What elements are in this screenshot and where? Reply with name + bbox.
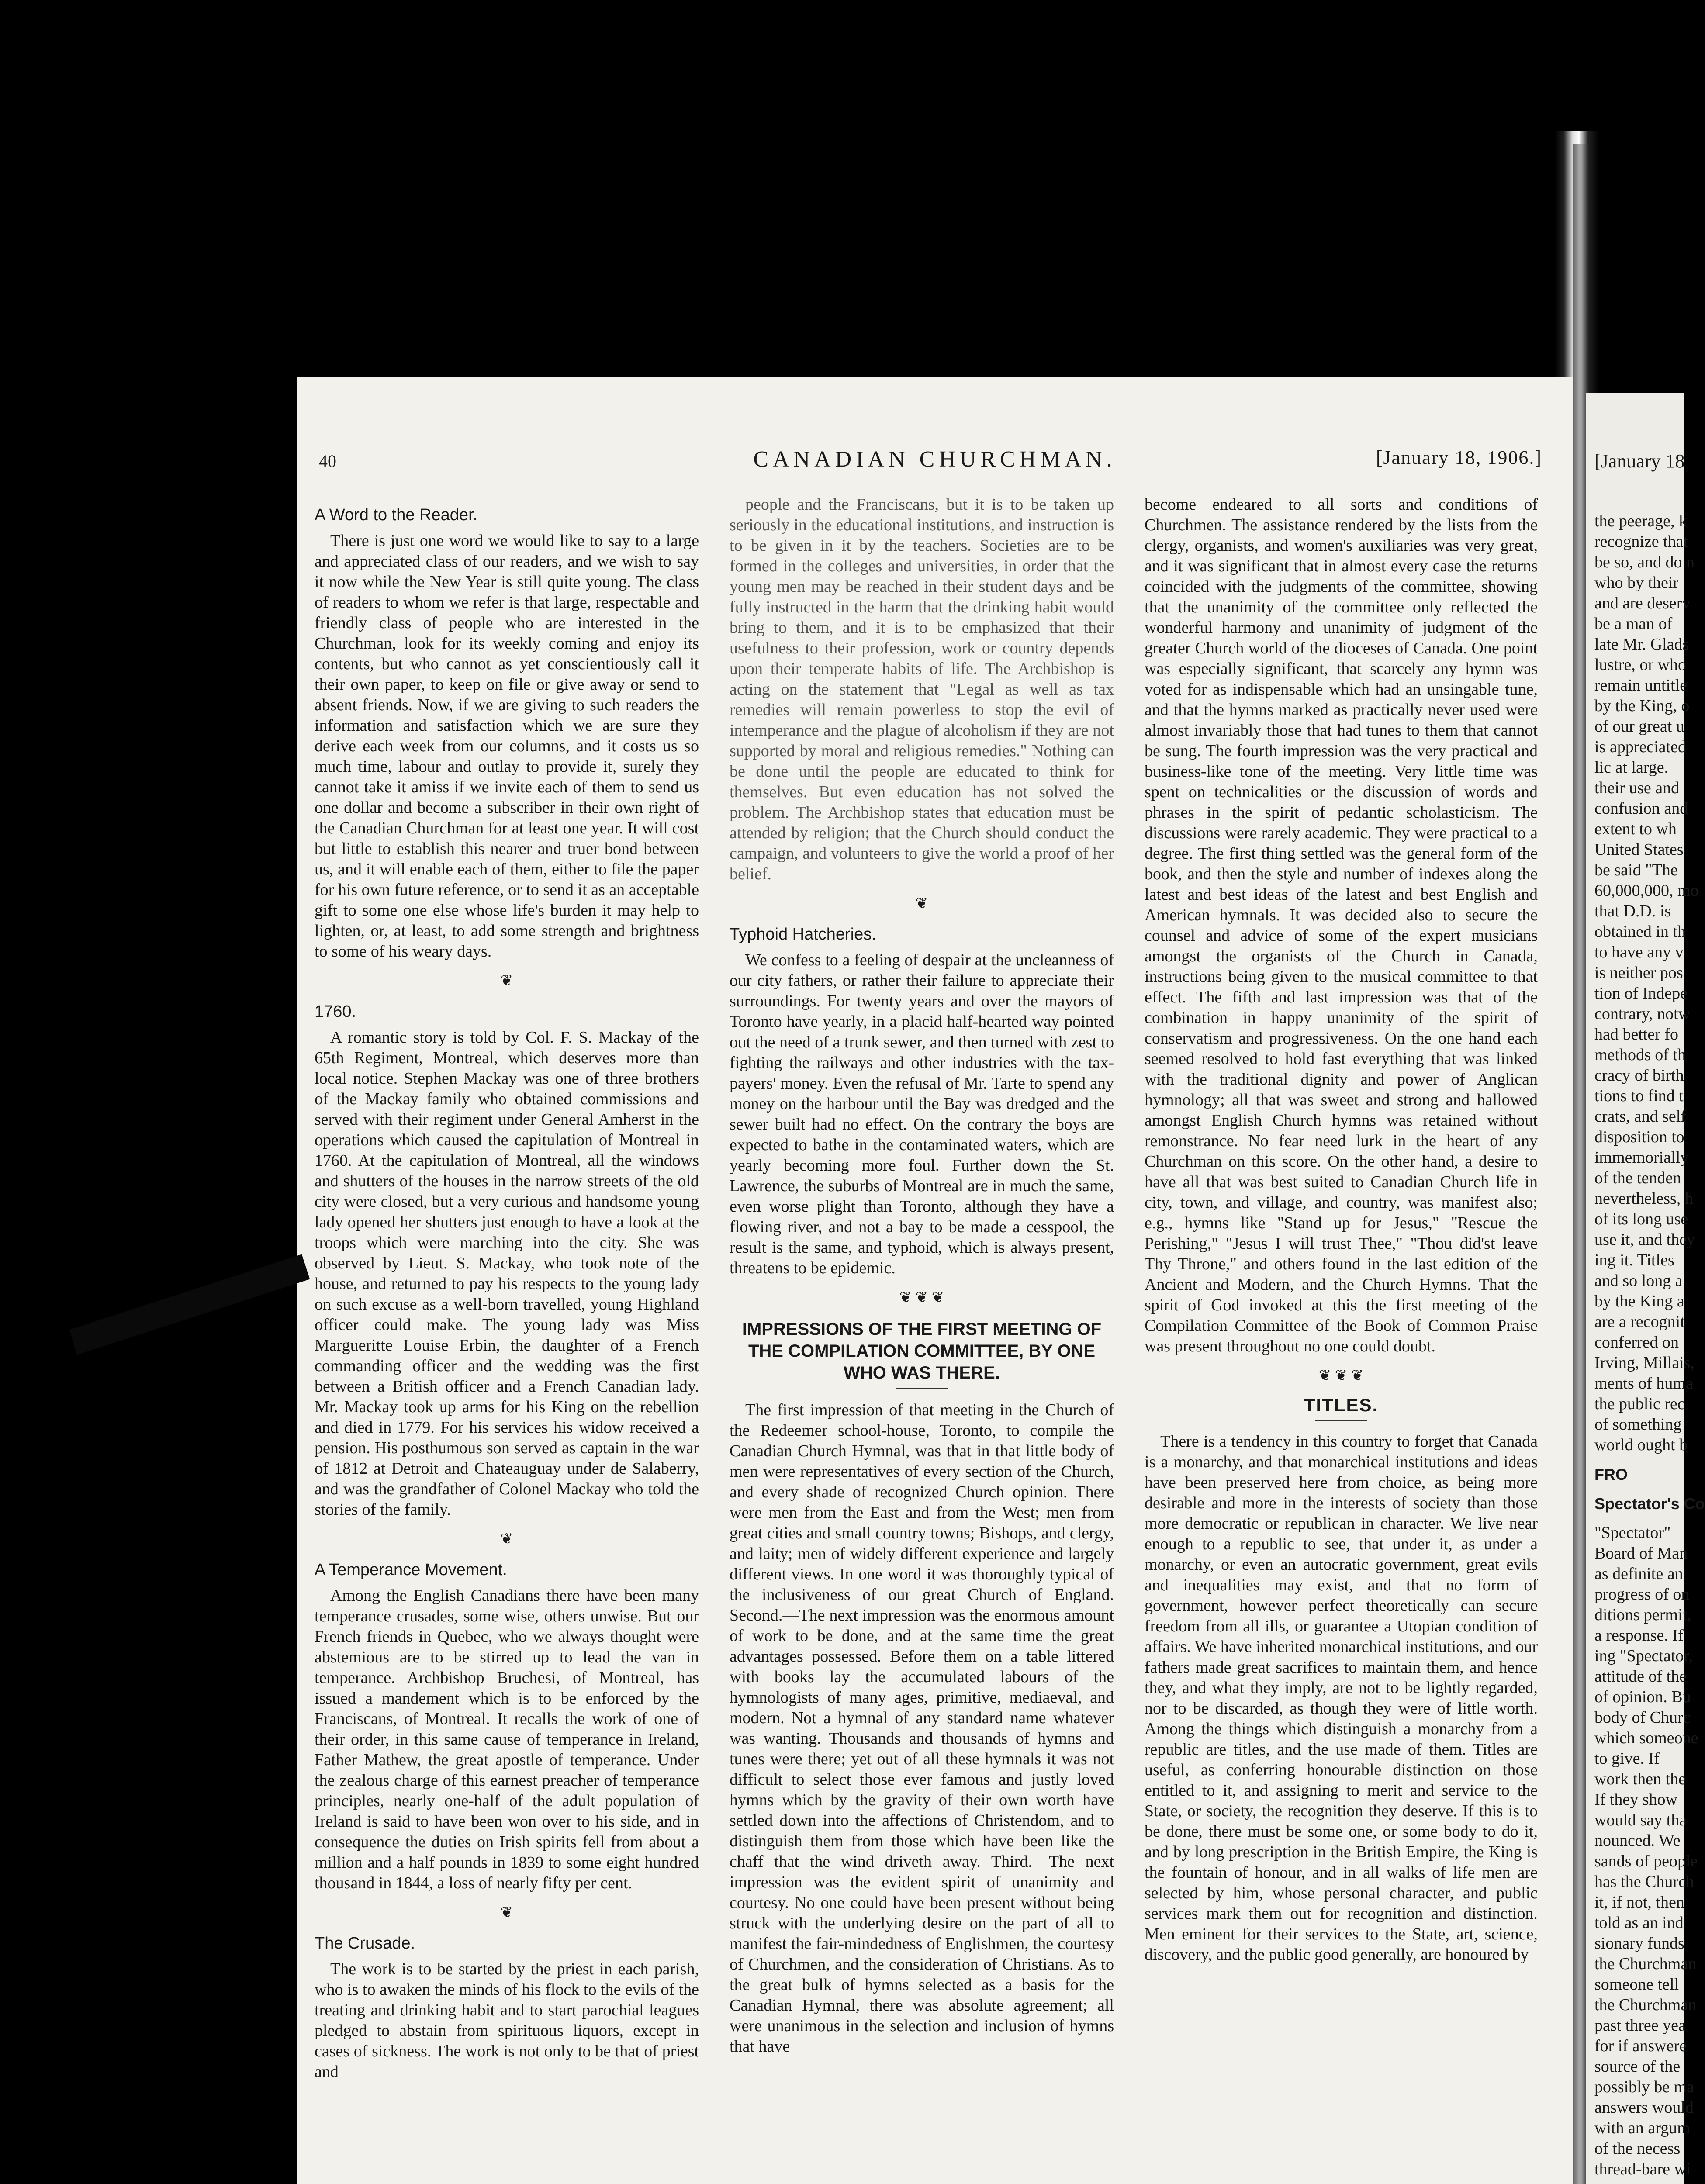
text-line: the Churchman [1594, 1996, 1697, 2014]
ornament-icon: ❦ [500, 1904, 513, 1921]
text-line: and so long a [1594, 1272, 1683, 1290]
column-1 [315, 494, 699, 2088]
pen-shadow [69, 1254, 310, 1355]
text-line: confusion and [1594, 799, 1688, 818]
ornament-icon: ❦ [500, 973, 513, 989]
text-line: the peerage, k [1594, 512, 1688, 530]
newspaper-page-left [297, 377, 1573, 2184]
text-line: 60,000,000, mo [1594, 881, 1699, 900]
text-line: crats, and self [1594, 1107, 1686, 1126]
text-line: attitude of the [1594, 1667, 1687, 1686]
text-line: ditions permit, [1594, 1606, 1691, 1624]
text-line: of the necess [1594, 2139, 1681, 2158]
paragraph: There is a tendency in this country to forget that Canada is a monarchy, and that monarchical institutions and ideas have been preserved here from choice, as being more desirable and more in the interests of society than those more democratic or republican in character. We live near enough to a republic to see, that under it, as under a monarchy, or even an autocratic government, great evils and inequalities may exist, and that no form of government, however perfect theoretically can secure freedom from all ills, or guarantee a Utopian condition of affairs. We have inherited monarchical institutions, and our fathers made great sacrifices to maintain them, and hence they, and what they imply, are not to be lightly regarded, nor to be discarded, as though they were of little worth. Among the things which distinguish a monarchy from a republic are titles, and the use made of them. Titles are useful, as conferring honourable distinction on those entitled to it, and assigning to merit and service to the State, or society, the recognition they deserve. If this is to be done, there must be some one, or some body to do it, and by long prescription in the British Empire, the King is the fountain of honour, and in all walks of life men are selected by him, whose personal character, and public services mark them out for recognition and distinction. Men eminent for their services to the State, art, science, discovery, and the public good generally, are honoured by [1145, 1432, 1538, 1964]
text-line: are a recognit [1594, 1313, 1685, 1331]
text-line: the Churchman [1594, 1955, 1697, 1973]
text-line: United States [1594, 840, 1684, 859]
text-line: is neither pos [1594, 964, 1683, 982]
text-line: conferred on [1594, 1333, 1679, 1351]
text-line: progress of on [1594, 1585, 1690, 1603]
text-line: tion of Indepe [1594, 984, 1688, 1002]
text-line: immemorially [1594, 1148, 1689, 1167]
column-3 [1145, 494, 1538, 1971]
heading-titles: TITLES. [1304, 1395, 1379, 1415]
triple-ornament-icon: ❦ ❦ ❦ [899, 1289, 944, 1306]
text-line: late Mr. Glads [1594, 635, 1689, 653]
text-line: be a man of [1594, 615, 1673, 633]
text-line: lic at large. [1594, 758, 1669, 777]
right-page-date: [January 18 [1594, 450, 1685, 472]
text-line: the public rec [1594, 1395, 1685, 1413]
paragraph: We confess to a feeling of despair at the uncleanness of our city fathers, or rather their failure to appreciate their surroundings. For twenty years and over the mayors of Toronto have yearly, in a placid half-hearted way pointed out the need of a trunk sewer, and then turned with zest to fighting the railways and other industries with the tax-payers' money. Even the refusal of Mr. Tarte to spend any money on the harbour until the Bay was dredged and the sewer built had no effect. On the contrary the boys are expected to bathe in the contaminated waters, which are yearly becoming more foul. Further down the St. Lawrence, the suburbs of Montreal are in much the same, even worse plight than Toronto, although they have a flowing river, and not a bay to be made a cesspool, the result is the same, and typhoid, which is always present, threatens to be epidemic. [730, 951, 1114, 1277]
column-2 [730, 494, 1114, 2063]
running-head: CANADIAN CHURCHMAN. [753, 447, 1117, 472]
text-line: use it, and they [1594, 1230, 1695, 1249]
text-line: Irving, Millais, [1594, 1354, 1695, 1372]
text-line: source of the [1594, 2057, 1681, 2076]
text-line: possibly be ma [1594, 2078, 1694, 2096]
text-line: tions to find t [1594, 1087, 1684, 1105]
text-line: of opinion. Bu [1594, 1688, 1691, 1706]
text-line: remain untitle [1594, 676, 1688, 695]
ornament-icon: ❦ [915, 895, 928, 912]
triple-ornament-icon: ❦ ❦ ❦ [1318, 1368, 1364, 1384]
heading-temperance: A Temperance Movement. [315, 1561, 507, 1579]
text-line: extent to wh [1594, 820, 1677, 838]
issue-date: [January 18, 1906.] [1376, 447, 1542, 468]
text-line: with an argum [1594, 2119, 1690, 2137]
text-line: of our great u [1594, 717, 1684, 736]
paragraph: Among the English Canadians there have been many temperance crusades, some wise, others unwise. But our French friends in Quebec, who we always thought were abstemious are to be stirred up to lead the van in temperance. Archbishop Bruchesi, of Montreal, has issued a mandement which is to be enforced by the Franciscans, of Montreal. It recalls the work of one of their order, in this same cause of temperance in Ireland, Father Mathew, the great apostle of temperance. Under the zealous charge of this earnest preacher of temperance principles, nearly one-half of the adult population of Ireland is said to have been won over to his side, and in consequence the duties on Irish spirits fell from about a million and a half pounds in 1839 to some eight hundred thousand in 1844, a loss of nearly fifty per cent. [315, 1586, 699, 1892]
text-line: lustre, or who [1594, 656, 1687, 674]
text-line: which someone [1594, 1729, 1698, 1747]
text-line: disposition to [1594, 1128, 1684, 1146]
text-line: nounced. We [1594, 1832, 1681, 1850]
right-page-column [1594, 511, 1705, 2180]
text-line: Board of Man [1594, 1544, 1688, 1562]
paragraph: people and the Franciscans, but it is to be taken up seriously in the educational institutions, and instruction is to be given in it by the teachers. Societies are to be formed in the colleges and universities, in order that the young men may be reached in their student days and be fully instructed in the harm that the drinking habit would bring to them, and it is to be emphasized that their usefulness to their profession, work or country depends upon their temperate habits of life. The Archbishop is acting on the statement that "Legal as well as tax remedies will remain powerless to stop the evil of intemperance and the plague of alcoholism if they are not supported by moral and religious remedies." Nothing can be done until the people are educated to think for themselves. But even education has not solved the problem. The Archbishop states that education must be attended by religion; that the Church should conduct the campaign, and volunteers to give the world a proof of her belief. [730, 495, 1114, 883]
text-line: "Spectator" [1594, 1524, 1671, 1542]
text-line: contrary, notw [1594, 1005, 1691, 1023]
newspaper-page-right [1586, 393, 1705, 2184]
text-line: nevertheless, h [1594, 1189, 1693, 1208]
text-line: answers would [1594, 2098, 1694, 2117]
text-line: that D.D. is [1594, 902, 1671, 920]
text-line: of something [1594, 1415, 1682, 1434]
paragraph: The work is to be started by the priest in each parish, who is to awaken the minds of his flock to the evils of the treating and drinking habit and to start parochial leagues pledged to abstain from spirituous liquors, except in cases of sickness. The work is not only to be that of priest and [315, 1960, 699, 2081]
text-line: as definite an [1594, 1565, 1683, 1583]
text-line: is appreciated [1594, 738, 1686, 756]
text-line: has the Church [1594, 1873, 1694, 1891]
text-line: by the King a [1594, 1292, 1684, 1310]
divider [896, 1388, 948, 1389]
text-line: recognize that [1594, 532, 1688, 551]
heading-word-to-reader: A Word to the Reader. [315, 506, 478, 524]
text-line: for if answere [1594, 2037, 1687, 2055]
text-line: ing "Spectator, [1594, 1647, 1693, 1665]
text-line: methods of th [1594, 1046, 1686, 1064]
text-line: ments of huma [1594, 1374, 1693, 1393]
text-line: cracy of birth [1594, 1066, 1684, 1085]
paragraph: There is just one word we would like to say to a large and appreciated class of our readers, and we wish to say it now while the New Year is still quite young. The class of readers to whom we refer is that large, respectable and friendly class of people who are interested in the Churchman, look for its weekly coming and enjoy its contents, but who cannot as yet conscientiously call it their own paper, to keep on file or give away or send to absent friends. Now, if we are giving to such readers the information and satisfaction which we are sure they derive each week from our columns, and it costs us so much time, labour and outlay to provide it, surely they cannot take it amiss if we invite each of them to send us one dollar and become a subscriber in their own right of the Canadian Churchman for at least one year. It will cost but little to establish this nearer and truer bond between us, and it will enable each of them, either to file the paper for his own future reference, or to send it as an acceptable gift to some one else whose life's burden it may help to lighten, or, at least, to add some strength and brightness to some of his weary days. [315, 532, 699, 961]
text-line: someone tell [1594, 1975, 1679, 1994]
text-line: be said "The [1594, 861, 1678, 879]
heading-impressions: IMPRESSIONS OF THE FIRST MEETING OF THE COMPILATION COMMITTEE, BY ONE WHO WAS THERE. [742, 1320, 1102, 1382]
page-number: 40 [319, 451, 336, 471]
text-line: sands of people [1594, 1852, 1698, 1870]
text-line: world ought b [1594, 1436, 1688, 1454]
text-line: who by their [1594, 574, 1679, 592]
text-line: by the King, o [1594, 697, 1690, 715]
text-line: work then the [1594, 1770, 1686, 1788]
text-line: their use and [1594, 779, 1680, 797]
text-line: body of Churc [1594, 1708, 1691, 1727]
text-line: be so, and do n [1594, 553, 1695, 571]
text-line: obtained in th [1594, 923, 1686, 941]
text-line: of its long use [1594, 1210, 1688, 1228]
text-line: to have any v [1594, 943, 1684, 961]
text-line: it, if not, then [1594, 1893, 1684, 1911]
text-line: a response. If [1594, 1626, 1684, 1645]
text-line: thread-bare wi [1594, 2160, 1691, 2178]
text-line: ing it. Titles [1594, 1251, 1674, 1269]
text-line: told as an ind [1594, 1914, 1684, 1932]
text-line: sionary funds [1594, 1934, 1684, 1952]
paragraph: The first impression of that meeting in the Church of the Redeemer school-house, Toronto, to compile the Canadian Church Hymnal, was that in that little body of men were representatives of every section of the Church, and every shade of recognized Church opinion. There were men from the East and from the West; men from great cities and small country towns; Bishops, and clergy, and laity; men of widely different experience and largely different views. In one word it was thoroughly typical of the inclusiveness of our great Church of England. Second.—The next impression was the enormous amount of work to be done, and at the same time the great advantages possessed. Before them on a table littered with books lay the accumulated labours of the hymnologists of many ages, primitive, mediaeval, and modern. Not a hymnal of any standard name whatever was wanting. Thousands and thousands of hymns and tunes were there; yet out of all these hymnals it was not difficult to select those ever famous and justly loved hymns which by the gravity of their own worth have settled down into the affections of Christendom, and to distinguish them from those which have been like the chaff that the wind driveth away. Third.—The next impression was the evident spirit of unanimity and courtesy. No one could have been present without being struck with the underlying desire on the part of all to manifest the fair-mindedness of Englishmen, the courtesy of Churchmen, and the consideration of Christians. As to the great bulk of hymns selected as a basis for the Canadian Hymnal, there was absolute agreement; all were unanimous in the selection and inclusion of hymns that have [730, 1401, 1114, 2056]
ornament-icon: ❦ [500, 1531, 513, 1547]
right-heading: FRO [1594, 1465, 1628, 1483]
text-line: had better fo [1594, 1025, 1679, 1044]
text-line: past three yea [1594, 2016, 1686, 2035]
divider [1315, 1420, 1367, 1421]
text-line: would say tha [1594, 1811, 1687, 1829]
heading-typhoid: Typhoid Hatcheries. [730, 925, 876, 943]
text-line: to give. If [1594, 1749, 1660, 1768]
text-line: of the tenden [1594, 1169, 1681, 1187]
heading-crusade: The Crusade. [315, 1934, 415, 1952]
paragraph: become endeared to all sorts and conditions of Churchmen. The assistance rendered by the lists from the clergy, organists, and women's auxiliaries was very great, and it was significant that in almost every case the returns coincided with the judgments of the committee, showing that the unanimity of the committee only reflected the wonderful harmony and unanimity of judgment of the greater Church world of the dioceses of Canada. One point was especially significant, that scarcely any hymn was voted for as indispensable which had an unsingable tune, and that the hymns marked as practically never used were almost invariably those that had tunes to them that cannot be sung. The fourth impression was the very practical and business-like tone of the meeting. Very little time was spent on technicalities or the discussion of words and phrases in the spirit of pedantic scholasticism. The discussions were rarely academic. They were practical to a degree. The first thing settled was the general form of the book, and then the style and number of indexes along the latest and best ideas of the latest and best English and American hymnals. It was decided also to secure the counsel and advice of some of the expert musicians amongst the organists of the Church in Canada, instructions being given to the musical committee to that effect. The fifth and last impression was that of the combination in happy unanimity of the spirit of conservatism and progressiveness. On the one hand each seemed resolved to hold fast everything that was linked with the traditional dignity and power of Anglican hymnology; all that was sweet and strong and hallowed amongst English Church hymns was retained without remonstrance. No fear need lurk in the heart of any Churchman on this score. On the other hand, a desire to have all that was best suited to Canadian Church life in city, town, and village, and country, was manifest also; e.g., hymns like "Stand up for Jesus," "Rescue the Perishing," "Jesus I will trust Thee," "Thou did'st leave Thy Throne," and others found in the last edition of the Ancient and Modern, and the Church Hymns. That the spirit of God invoked at this the first meeting of the Compilation Committee of the Book of Common Praise was present throughout no one could doubt. [1145, 495, 1538, 1355]
heading-1760: 1760. [315, 1002, 356, 1021]
paragraph: A romantic story is told by Col. F. S. Mackay of the 65th Regiment, Montreal, which deserves more than local notice. Stephen Mackay was one of three brothers of the Mackay family who obtained commissions and served with their regiment under General Amherst in the operations which caused the capitulation of Montreal in 1760. At the capitulation of Montreal, all the windows and shutters of the houses in the narrow streets of the old city were closed, but a very curious and handsome young lady opened her shutters just enough to have a look at the troops which were marching into the city. She was observed by Lieut. S. Mackay, who took note of the house, and returned to pay his respects to the young lady on such excuse as a well-born travelled, young Highland officer could make. The young lady was Miss Margueritte Louise Erbin, the daughter of a French commanding officer and the wedding was the first between a British officer and a French Canadian lady. Mr. Mackay took up arms for his King on the rebellion and died in 1779. For his services his widow received a pension. His posthumous son served as captain in the war of 1812 at Detroit and Chateauguay under de Salaberry, and was the grandfather of Colonel Mackay who told the stories of the family. [315, 1028, 699, 1519]
right-subheading: Spectator's Co [1594, 1495, 1705, 1513]
text-line: If they show [1594, 1790, 1677, 1809]
text-line: and are deserv [1594, 594, 1691, 612]
